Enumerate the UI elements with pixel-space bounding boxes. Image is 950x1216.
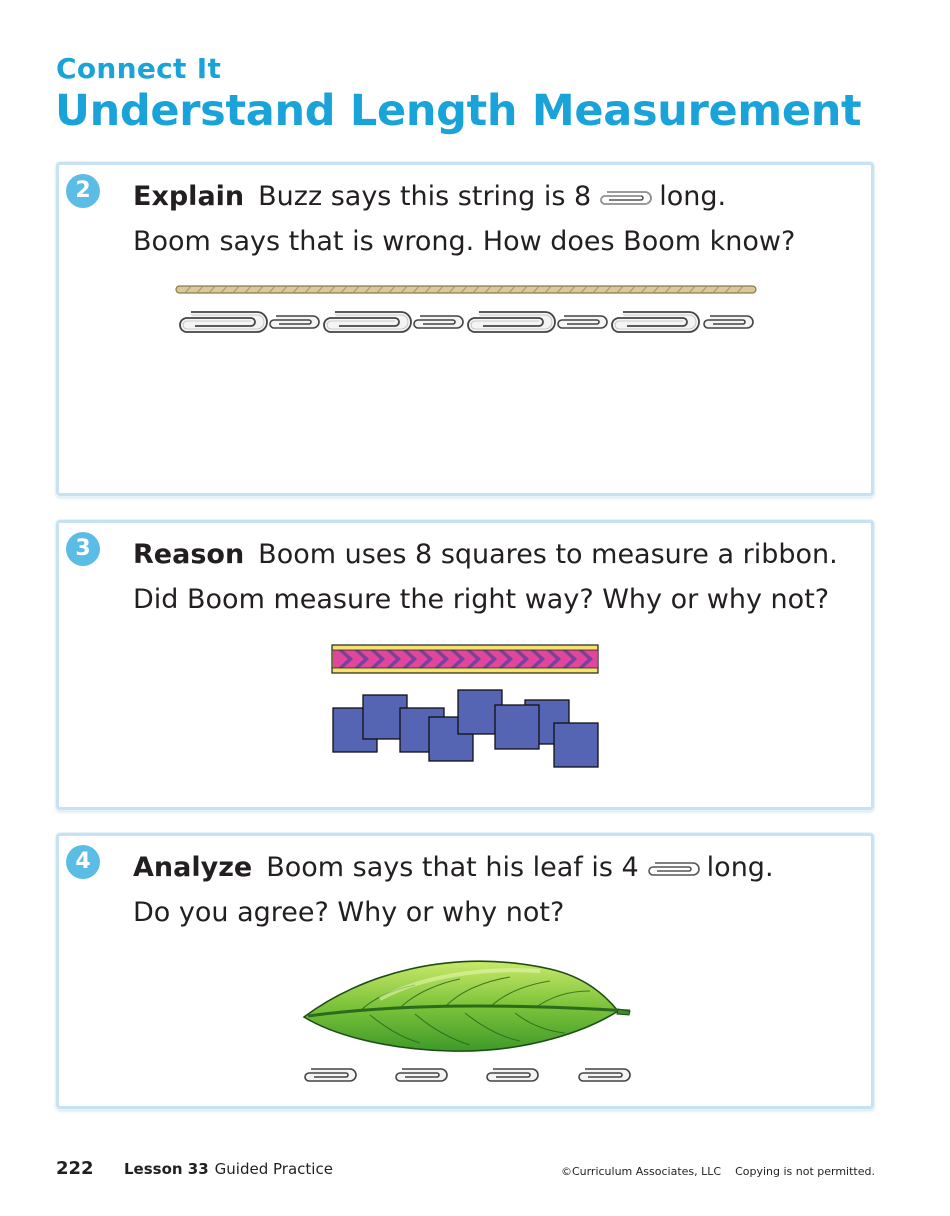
kicker: Connect It xyxy=(56,52,222,85)
section-label: Guided Practice xyxy=(214,1160,333,1178)
ribbon-image xyxy=(332,645,599,675)
leaf-image xyxy=(300,955,634,1055)
question-number-2: 2 xyxy=(66,174,100,208)
question-2-text-before: Buzz says this string is 8 xyxy=(258,181,592,212)
copyright: ©Curriculum Associates, LLC Copying is not permitted. xyxy=(560,1165,875,1178)
question-2-text-after: long. xyxy=(659,181,727,212)
question-4-text-before: Boom says that his leaf is 4 xyxy=(266,852,639,883)
question-2-line-2: Boom says that is wrong. How does Boom know? xyxy=(133,226,796,257)
question-2-line-1 xyxy=(133,174,726,219)
question-4-line-1 xyxy=(133,845,774,890)
question-number-4: 4 xyxy=(66,845,100,879)
squares-group xyxy=(332,688,602,772)
paper-clip-icon xyxy=(396,1069,447,1081)
square-unit xyxy=(495,705,539,749)
paper-clip-row xyxy=(175,308,757,336)
question-3-line-1 xyxy=(133,532,838,577)
question-2-keyword: Explain xyxy=(133,181,245,212)
question-4-text-after: long. xyxy=(706,852,774,883)
square-unit xyxy=(554,723,598,767)
footer-lesson xyxy=(124,1160,333,1178)
question-3-line-2: Did Boom measure the right way? Why or why not? xyxy=(133,584,830,615)
page-title: Understand Length Measurement xyxy=(55,86,862,136)
question-4-keyword: Analyze xyxy=(133,852,253,883)
page-number: 222 xyxy=(56,1158,94,1179)
question-3-text: Boom uses 8 squares to measure a ribbon. xyxy=(258,539,838,570)
question-3-keyword: Reason xyxy=(133,539,245,570)
paper-clip-icon xyxy=(305,1069,356,1081)
lesson-label: Lesson 33 xyxy=(124,1160,209,1178)
paper-clip-icon xyxy=(645,860,701,878)
leaf-paper-clips xyxy=(300,1066,634,1084)
paper-clip-icon xyxy=(597,189,653,207)
question-number-3: 3 xyxy=(66,532,100,566)
paper-clip-icon xyxy=(487,1069,538,1081)
question-4-line-2: Do you agree? Why or why not? xyxy=(133,897,565,928)
paper-clip-icon xyxy=(579,1069,630,1081)
string-image xyxy=(175,285,757,295)
